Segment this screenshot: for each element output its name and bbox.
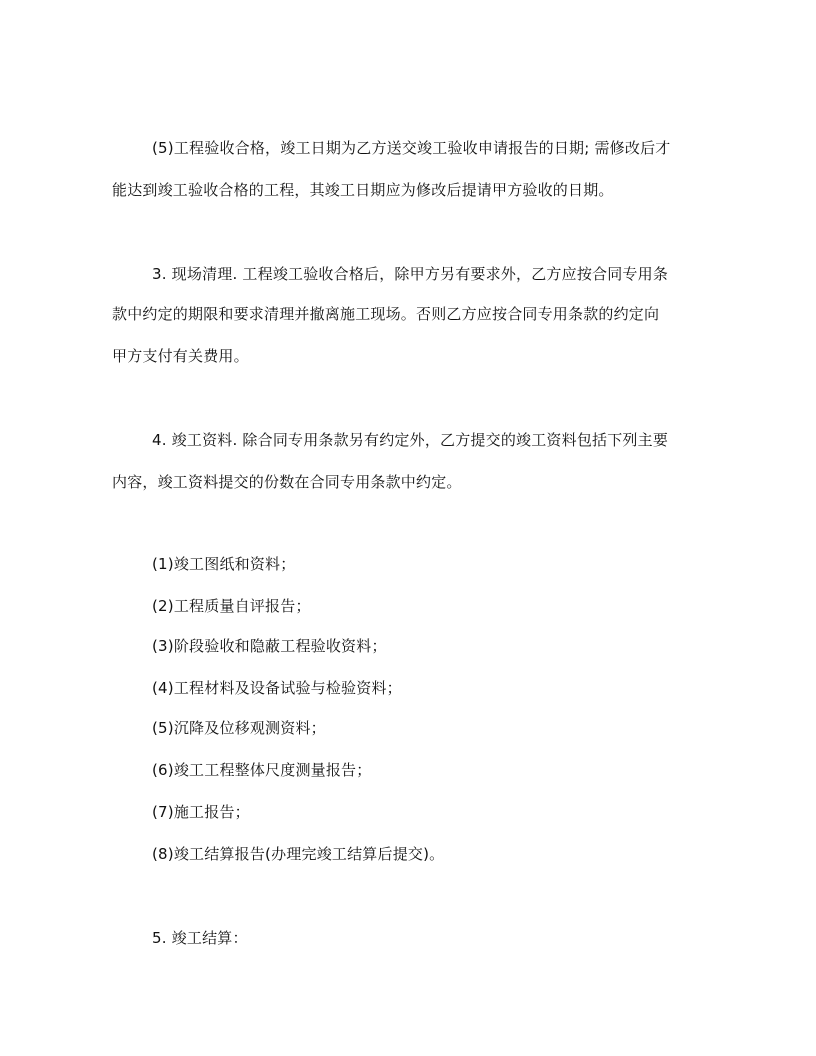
list-item: (6)竣工工程整体尺度测量报告； bbox=[152, 761, 372, 779]
paragraph-3-line-2: 内容，竣工资料提交的份数在合同专用条款中约定。 bbox=[112, 473, 462, 491]
paragraph-2-line-1: 3. 现场清理. 工程竣工验收合格后，除甲方另有要求外，乙方应按合同专用条 bbox=[152, 265, 669, 283]
list-item: (5)沉降及位移观测资料； bbox=[152, 719, 326, 737]
paragraph-2-line-3: 甲方支付有关费用。 bbox=[112, 347, 249, 365]
paragraph-1-line-2: 能达到竣工验收合格的工程，其竣工日期应为修改后提请甲方验收的日期。 bbox=[112, 181, 614, 199]
list-item: (3)阶段验收和隐蔽工程验收资料； bbox=[152, 637, 387, 655]
section-5-heading: 5. 竣工结算： bbox=[152, 929, 248, 947]
list-item: (2)工程质量自评报告； bbox=[152, 597, 311, 615]
list-item: (4)工程材料及设备试验与检验资料； bbox=[152, 679, 402, 697]
paragraph-2-line-2: 款中约定的期限和要求清理并撤离施工现场。否则乙方应按合同专用条款的约定向 bbox=[112, 305, 660, 323]
list-item: (7)施工报告； bbox=[152, 803, 250, 821]
list-item: (1)竣工图纸和资料； bbox=[152, 555, 296, 573]
paragraph-3-line-1: 4. 竣工资料. 除合同专用条款另有约定外，乙方提交的竣工资料包括下列主要 bbox=[152, 431, 669, 449]
list-item: (8)竣工结算报告(办理完竣工结算后提交)。 bbox=[152, 845, 445, 863]
paragraph-1-line-1: (5)工程验收合格，竣工日期为乙方送交竣工验收申请报告的日期; 需修改后才 bbox=[152, 139, 671, 157]
